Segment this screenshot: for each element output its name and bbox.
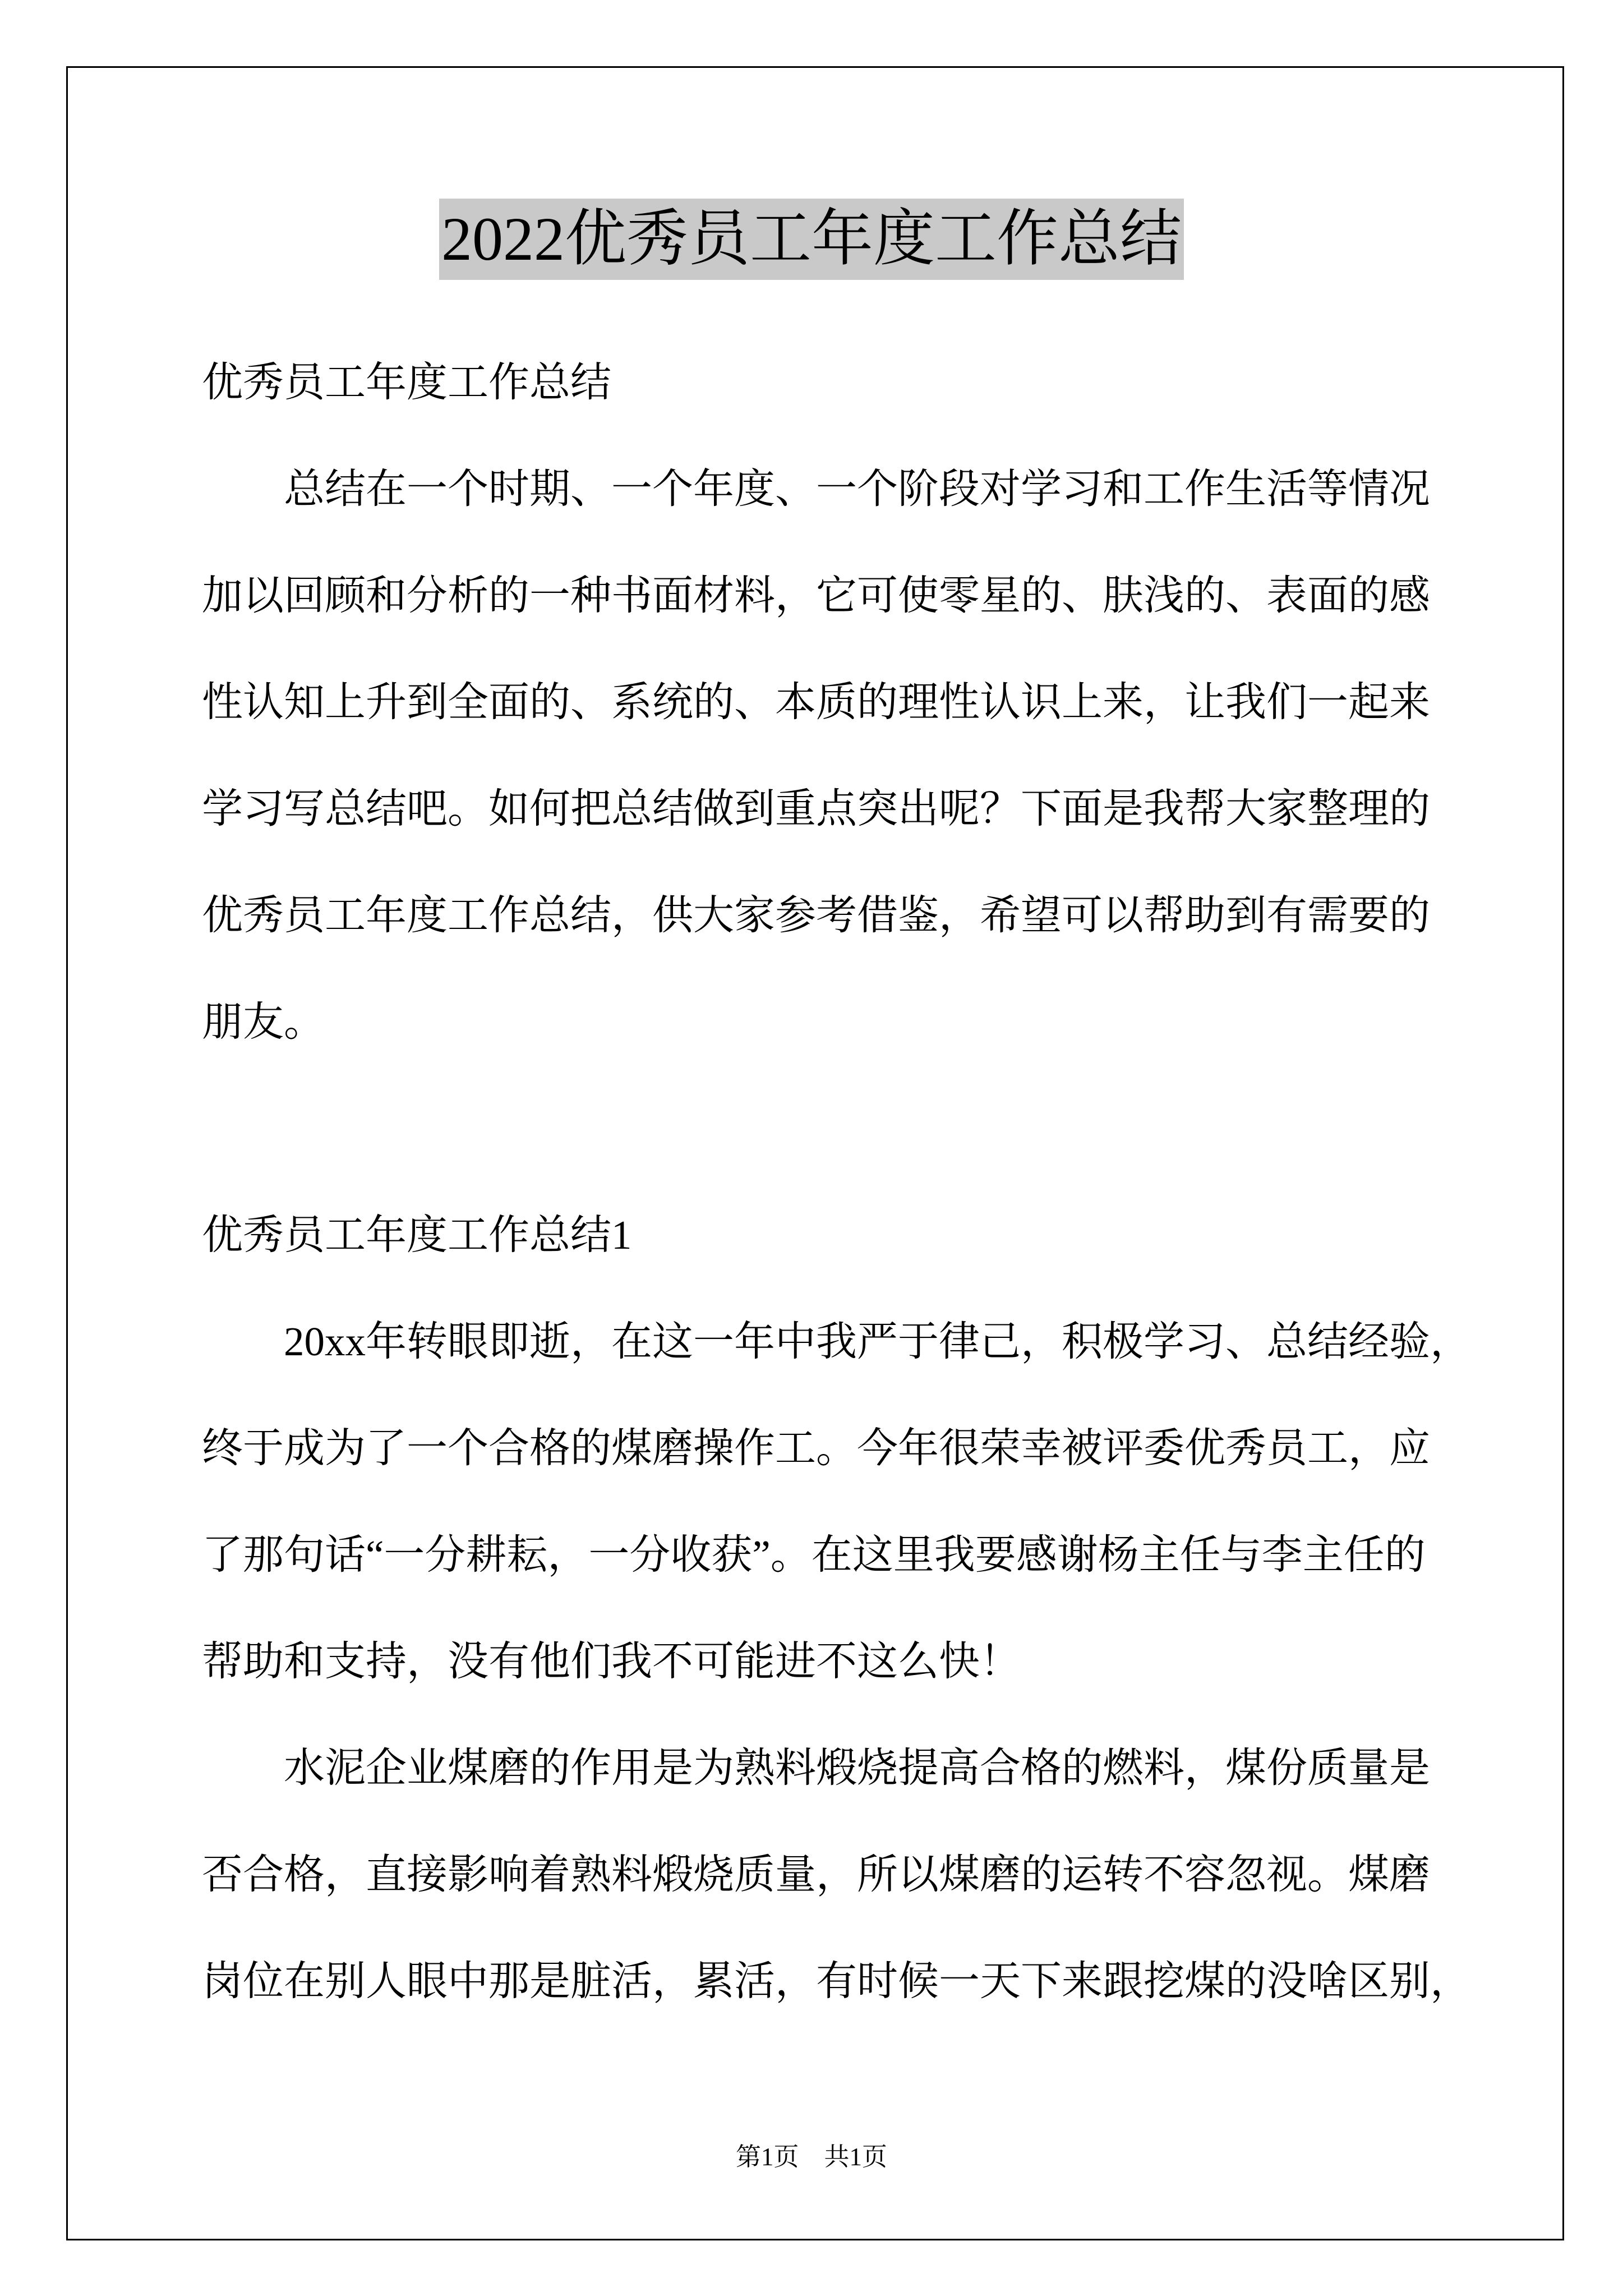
paragraph-line: 20xx年转眼即逝，在这一年中我严于律己，积极学习、总结经验， bbox=[284, 1319, 1471, 1364]
paragraph-line: 水泥企业煤磨的作用是为熟料煅烧提高合格的燃料，煤份质量是 bbox=[284, 1745, 1430, 1791]
paragraph-line: 总结在一个时期、一个年度、一个阶段对学习和工作生活等情况 bbox=[284, 466, 1430, 512]
section-paragraph bbox=[202, 1289, 1509, 1715]
paragraph-line: 终于成为了一个合格的煤磨操作工。今年很荣幸被评委优秀员工，应 bbox=[202, 1425, 1430, 1471]
paragraph-line: 了那句话“一分耕耘，一分收获”。在这里我要感谢杨主任与李主任的 bbox=[202, 1532, 1426, 1577]
paragraph-line: 性认知上升到全面的、系统的、本质的理性认识上来，让我们一起来 bbox=[202, 679, 1430, 725]
paragraph-line: 加以回顾和分析的一种书面材料，它可使零星的、肤浅的、表面的感 bbox=[202, 573, 1430, 618]
paragraph-line: 否合格，直接影响着熟料煅烧质量，所以煤磨的运转不容忽视。煤磨 bbox=[202, 1852, 1430, 1897]
paragraph-line: 帮助和支持，没有他们我不可能进不这么快！ bbox=[202, 1639, 1021, 1684]
page-footer: 第1页 共1页 bbox=[735, 2143, 887, 2171]
paragraph-line: 岗位在别人眼中那是脏活，累活，有时候一天下来跟挖煤的没啥区别， bbox=[202, 1958, 1471, 2004]
paragraph-line: 学习写总结吧。如何把总结做到重点突出呢？下面是我帮大家整理的 bbox=[202, 786, 1430, 831]
blank-line bbox=[202, 1075, 1509, 1182]
paragraph-line: 朋友。 bbox=[202, 999, 325, 1045]
intro-paragraph bbox=[202, 436, 1509, 1075]
document-body bbox=[202, 329, 1509, 2035]
section-heading: 优秀员工年度工作总结1 bbox=[202, 1212, 632, 1258]
title-container bbox=[0, 199, 1623, 280]
intro-heading: 优秀员工年度工作总结 bbox=[202, 360, 611, 405]
section-paragraph bbox=[202, 1715, 1509, 2035]
paragraph-line: 优秀员工年度工作总结，供大家参考借鉴，希望可以帮助到有需要的 bbox=[202, 892, 1430, 938]
document-title: 2022优秀员工年度工作总结 bbox=[439, 199, 1184, 280]
